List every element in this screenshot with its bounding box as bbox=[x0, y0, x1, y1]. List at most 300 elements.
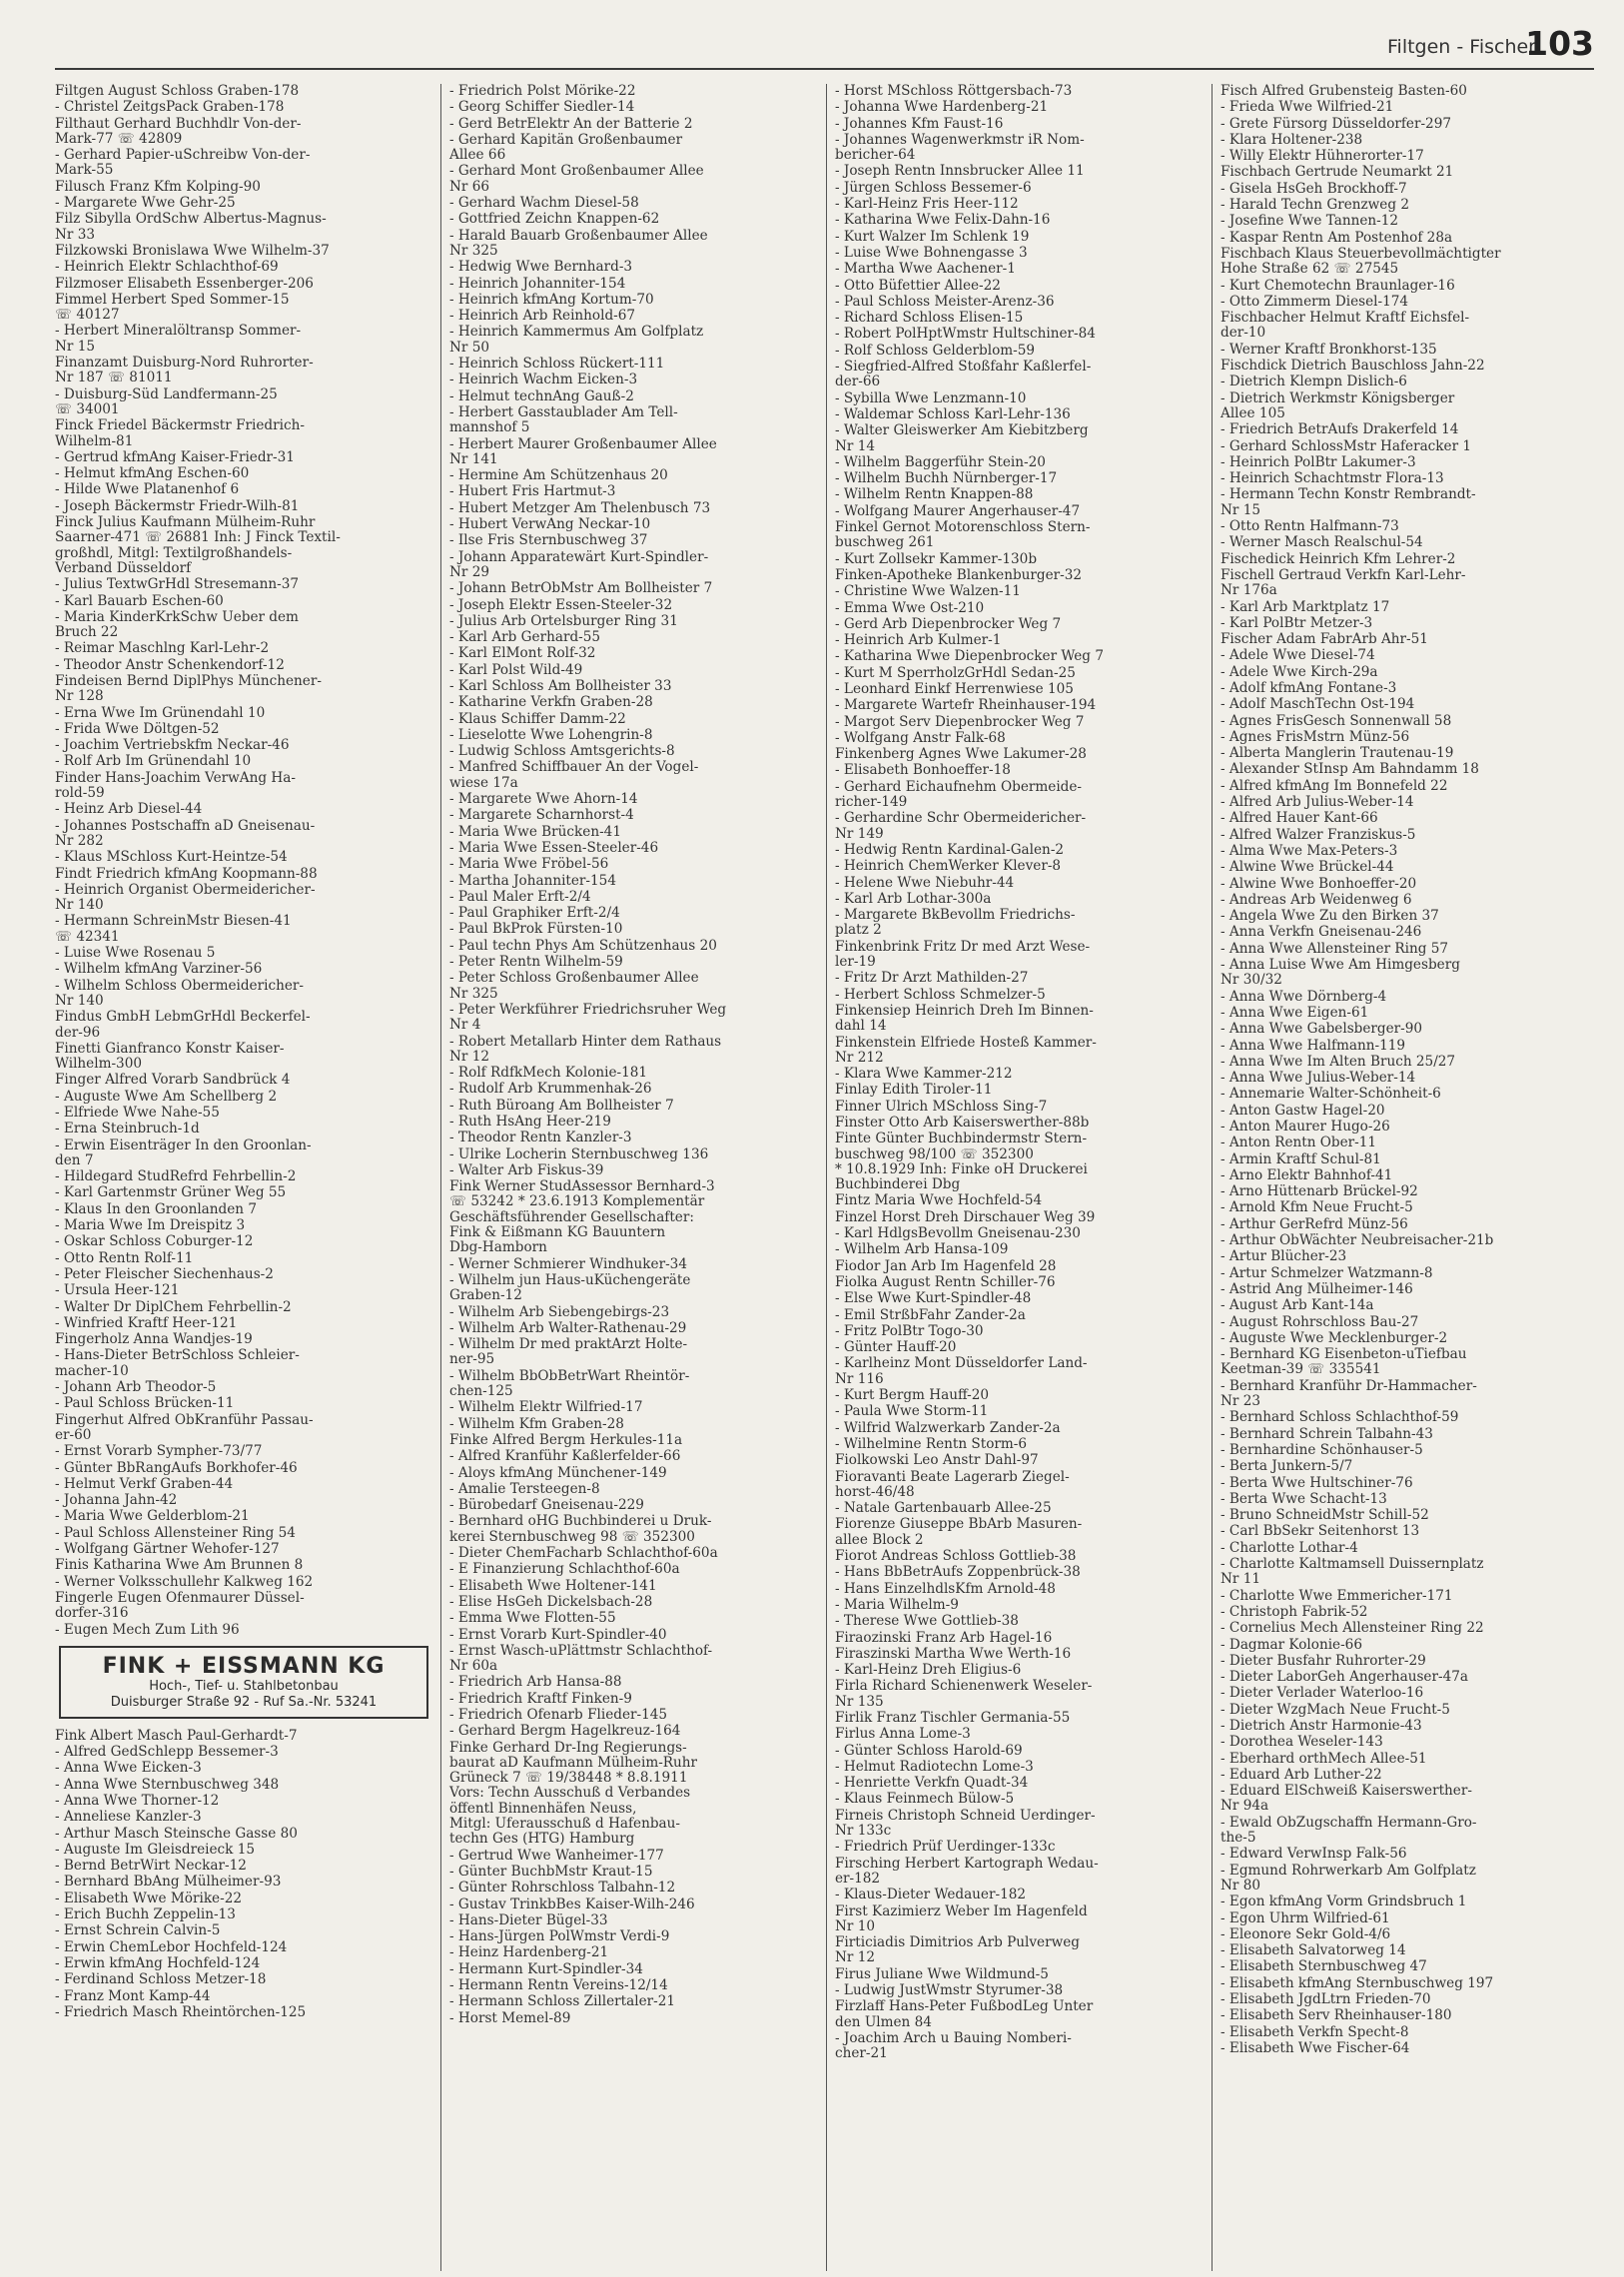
directory-entry: - Rolf RdfkMech Kolonie-181 bbox=[449, 1065, 648, 1082]
directory-entry: - Kurt M SperrholzGrHdl Sedan-25 bbox=[835, 664, 1076, 681]
directory-entry: - Walter Dr DiplChem Fehrbellin-2 bbox=[55, 1298, 292, 1315]
directory-entry: - Anna Wwe Gabelsberger-90 bbox=[1220, 1021, 1423, 1038]
directory-entry: - Klaus Feinmech Bülow-5 bbox=[835, 1791, 1015, 1808]
directory-entry: Finck Friedel Bäckermstr Friedrich- Wilhelm-81 bbox=[55, 417, 305, 449]
directory-entry: Fischbacher Helmut Kraftf Eichsfel- der-10 bbox=[1220, 310, 1470, 342]
directory-entry: - Auguste Wwe Am Schellberg 2 bbox=[55, 1088, 278, 1105]
directory-entry: - Elisabeth Serv Rheinhauser-180 bbox=[1220, 2007, 1452, 2024]
directory-entry: - Karl Bauarb Eschen-60 bbox=[55, 592, 224, 609]
directory-entry: - Wilhelm Arb Hansa-109 bbox=[835, 1241, 1009, 1258]
directory-entry: - Friedrich BetrAufs Drakerfeld 14 bbox=[1220, 421, 1459, 438]
directory-entry: - Richard Schloss Elisen-15 bbox=[835, 310, 1024, 327]
directory-entry: - Hermann Techn Konstr Rembrandt- Nr 15 bbox=[1220, 486, 1476, 518]
directory-entry: - Hans EinzelhdlsKfm Arnold-48 bbox=[835, 1580, 1056, 1597]
directory-entry: - Wilhelm Arb Siebengebirgs-23 bbox=[449, 1303, 670, 1320]
directory-entry: - Herbert Mineralöltransp Sommer- Nr 15 bbox=[55, 323, 302, 355]
directory-entry: - Kaspar Rentn Am Postenhof 28a bbox=[1220, 229, 1453, 246]
directory-entry: - Andreas Arb Weidenweg 6 bbox=[1220, 891, 1412, 908]
directory-entry: - Erwin kfmAng Hochfeld-124 bbox=[55, 1954, 261, 1971]
directory-entry: Finkenbrink Fritz Dr med Arzt Wese- ler-19 bbox=[835, 938, 1091, 971]
directory-entry: - Wilhelm Elektr Wilfried-17 bbox=[449, 1399, 643, 1416]
directory-entry: - Hedwig Rentn Kardinal-Galen-2 bbox=[835, 841, 1065, 858]
directory-entry: - Paul Schloss Allensteiner Ring 54 bbox=[55, 1524, 296, 1541]
directory-entry: - Ludwig Schloss Amtsgerichts-8 bbox=[449, 743, 675, 760]
directory-entry: - Friedrich Masch Rheintörchen-125 bbox=[55, 2003, 307, 2020]
directory-entry: Fingerle Eugen Ofenmaurer Düssel- dorfer-316 bbox=[55, 1589, 305, 1622]
directory-entry: - Rolf Schloss Gelderblom-59 bbox=[835, 342, 1036, 359]
directory-entry: - Anton Maurer Hugo-26 bbox=[1220, 1119, 1390, 1135]
directory-entry: - Hermine Am Schützenhaus 20 bbox=[449, 467, 668, 484]
directory-entry: - Luise Wwe Bohnengasse 3 bbox=[835, 244, 1028, 261]
ad-company-name: FINK + EISSMANN KG bbox=[102, 1653, 386, 1679]
column-2-entries bbox=[449, 84, 818, 2026]
directory-entry: - Grete Fürsorg Düsseldorfer-297 bbox=[1220, 115, 1452, 132]
column-1-entries bbox=[55, 84, 432, 1638]
directory-entry: Firzlaff Hans-Peter FußbodLeg Unter den Ulmen 84 bbox=[835, 1998, 1094, 2030]
directory-entry: - Elisabeth Wwe Fischer-64 bbox=[1220, 2039, 1410, 2056]
directory-entry: - Julius TextwGrHdl Stresemann-37 bbox=[55, 576, 300, 593]
directory-entry: Fintz Maria Wwe Hochfeld-54 bbox=[835, 1192, 1043, 1209]
directory-entry: Finster Otto Arb Kaiserswerther-88b bbox=[835, 1115, 1090, 1131]
directory-entry: - Adolf kfmAng Fontane-3 bbox=[1220, 679, 1397, 696]
directory-entry: Filthaut Gerhard Buchhdlr Von-der- Mark-77 ☏ 42809 bbox=[55, 115, 302, 147]
directory-entry: - Berta Junkern-5/7 bbox=[1220, 1458, 1353, 1475]
directory-entry: - Robert PolHptWmstr Hultschiner-84 bbox=[835, 326, 1096, 343]
directory-entry: - Kurt Zollsekr Kammer-130b bbox=[835, 550, 1038, 567]
directory-entry: - Alfred GedSchlepp Bessemer-3 bbox=[55, 1744, 279, 1761]
directory-entry: - Christoph Fabrik-52 bbox=[1220, 1603, 1368, 1620]
directory-entry: - Elisabeth Verkfn Specht-8 bbox=[1220, 2023, 1409, 2040]
directory-entry: - Adele Wwe Diesel-74 bbox=[1220, 647, 1375, 664]
directory-entry: - Eberhard orthMech Allee-51 bbox=[1220, 1750, 1427, 1767]
directory-entry: - Dieter ChemFacharb Schlachthof-60a bbox=[449, 1545, 718, 1562]
directory-entry: - Edward VerwInsp Falk-56 bbox=[1220, 1846, 1407, 1863]
directory-entry: - Karl HdlgsBevollm Gneisenau-230 bbox=[835, 1225, 1081, 1242]
directory-entry: - Helmut Verkf Graben-44 bbox=[55, 1475, 234, 1492]
directory-entry: - Charlotte Wwe Emmericher-171 bbox=[1220, 1587, 1453, 1604]
directory-entry: - August Arb Kant-14a bbox=[1220, 1297, 1374, 1314]
directory-entry: - Heinrich ChemWerker Klever-8 bbox=[835, 858, 1062, 875]
directory-entry: Fioravanti Beate Lagerarb Ziegel- horst-46/48 bbox=[835, 1468, 1070, 1500]
directory-entry: - Karl Gartenmstr Grüner Weg 55 bbox=[55, 1184, 287, 1201]
directory-entry: - Wilhelm Schloss Obermeidericher- Nr 140 bbox=[55, 977, 304, 1009]
directory-entry: - Gerhard Wachm Diesel-58 bbox=[449, 195, 639, 212]
directory-entry: - Johann BetrObMstr Am Bollheister 7 bbox=[449, 580, 713, 597]
directory-entry: - Klaus-Dieter Wedauer-182 bbox=[835, 1887, 1027, 1903]
directory-entry: - Alfred Kranführ Kaßlerfelder-66 bbox=[449, 1448, 681, 1465]
directory-entry: - Georg Schiffer Siedler-14 bbox=[449, 99, 635, 116]
directory-entry: - Gertrud Wwe Wanheimer-177 bbox=[449, 1847, 664, 1864]
directory-entry: - Ernst Schrein Calvin-5 bbox=[55, 1922, 221, 1939]
directory-entry: - Hubert VerwAng Neckar-10 bbox=[449, 516, 651, 533]
directory-entry: - Karl Arb Marktplatz 17 bbox=[1220, 598, 1390, 615]
directory-entry: - Cornelius Mech Allensteiner Ring 22 bbox=[1220, 1620, 1484, 1637]
directory-entry: - Gerhard Bergm Hagelkreuz-164 bbox=[449, 1723, 681, 1740]
directory-entry: - Bernhard Schrein Talbahn-43 bbox=[1220, 1425, 1433, 1442]
directory-entry: - Agnes FrisMstrn Münz-56 bbox=[1220, 728, 1410, 745]
directory-entry: - Maria Wwe Gelderblom-21 bbox=[55, 1508, 250, 1525]
directory-entry: - Paul BkProk Fürsten-10 bbox=[449, 921, 623, 938]
directory-entry: Finetti Gianfranco Konstr Kaiser- Wilhelm-300 bbox=[55, 1040, 285, 1073]
directory-entry: Fingerholz Anna Wandjes-19 bbox=[55, 1331, 253, 1348]
directory-entry: - Angela Wwe Zu den Birken 37 bbox=[1220, 908, 1439, 925]
directory-entry: Fiolkowski Leo Anstr Dahl-97 bbox=[835, 1452, 1039, 1469]
directory-entry: - Christel ZeitgsPack Graben-178 bbox=[55, 99, 285, 116]
directory-entry: - Peter Schloss Großenbaumer Allee Nr 325 bbox=[449, 970, 699, 1002]
directory-entry: Fischbach Gertrude Neumarkt 21 bbox=[1220, 164, 1454, 181]
directory-entry: - Margot Serv Diepenbrocker Weg 7 bbox=[835, 713, 1085, 730]
directory-entry: - Anna Verkfn Gneisenau-246 bbox=[1220, 924, 1422, 941]
directory-entry: - Karlheinz Mont Düsseldorfer Land- Nr 116 bbox=[835, 1355, 1088, 1387]
directory-entry: - Johann Apparatewärt Kurt-Spindler- Nr 29 bbox=[449, 548, 709, 580]
directory-entry: - Elisabeth JgdLtrn Frieden-70 bbox=[1220, 1991, 1431, 2008]
directory-entry: - Hilde Wwe Platanenhof 6 bbox=[55, 481, 240, 498]
directory-entry: - Heinz Arb Diesel-44 bbox=[55, 801, 203, 818]
directory-entry: - Joseph Rentn Innsbrucker Allee 11 bbox=[835, 163, 1085, 180]
directory-entry: - Hedwig Wwe Bernhard-3 bbox=[449, 259, 633, 276]
directory-entry: - Artur Blücher-23 bbox=[1220, 1248, 1347, 1265]
directory-entry: - Wilhelm Buchh Nürnberger-17 bbox=[835, 470, 1058, 487]
directory-entry: - Otto Zimmerm Diesel-174 bbox=[1220, 293, 1409, 310]
directory-entry: - Dieter WzgMach Neue Frucht-5 bbox=[1220, 1701, 1450, 1718]
directory-entry: Filzmoser Elisabeth Essenberger-206 bbox=[55, 275, 314, 292]
directory-entry: - Leonhard Einkf Herrenwiese 105 bbox=[835, 680, 1074, 697]
advertisement-box bbox=[59, 1646, 428, 1719]
directory-entry: - Katharina Wwe Diepenbrocker Weg 7 bbox=[835, 648, 1104, 665]
directory-entry: - August Rohrschloss Bau-27 bbox=[1220, 1313, 1419, 1330]
directory-entry: - Werner Schmierer Windhuker-34 bbox=[449, 1255, 687, 1272]
directory-entry: Fischedick Heinrich Kfm Lehrer-2 bbox=[1220, 550, 1456, 567]
directory-entry: - Paul Schloss Meister-Arenz-36 bbox=[835, 293, 1055, 310]
directory-entry: - Wilhelm Dr med praktArzt Holte- ner-95 bbox=[449, 1336, 688, 1368]
directory-entry: - Elisabeth Wwe Mörike-22 bbox=[55, 1890, 242, 1906]
directory-entry: - Luise Wwe Rosenau 5 bbox=[55, 945, 216, 962]
directory-entry: - Anna Wwe Thorner-12 bbox=[55, 1792, 220, 1809]
directory-entry: - Alma Wwe Max-Peters-3 bbox=[1220, 842, 1398, 859]
directory-entry: - Erwin Eisenträger In den Groonlan- den 7 bbox=[55, 1137, 312, 1168]
columns bbox=[55, 84, 1598, 2271]
directory-entry: - Kurt Bergm Hauff-20 bbox=[835, 1387, 990, 1404]
directory-entry: - Heinrich Organist Obermeidericher- Nr 140 bbox=[55, 881, 316, 914]
directory-entry: - Günter BbRangAufs Borkhofer-46 bbox=[55, 1459, 298, 1476]
directory-entry: - Emma Wwe Flotten-55 bbox=[449, 1610, 616, 1627]
directory-entry: Fisch Alfred Grubensteig Basten-60 bbox=[1220, 84, 1467, 99]
directory-entry: - Gertrud kfmAng Kaiser-Friedr-31 bbox=[55, 448, 295, 465]
directory-entry: - Hans-Jürgen PolWmstr Verdi-9 bbox=[449, 1928, 670, 1945]
directory-entry: - Paul Schloss Brücken-11 bbox=[55, 1395, 235, 1412]
directory-entry: - Joseph Elektr Essen-Steeler-32 bbox=[449, 596, 673, 613]
directory-entry: - Maria Wwe Brücken-41 bbox=[449, 823, 621, 840]
directory-entry: - Johann Arb Theodor-5 bbox=[55, 1379, 217, 1396]
directory-entry: - Heinrich Arb Reinhold-67 bbox=[449, 308, 636, 325]
directory-entry: - Dieter LaborGeh Angerhauser-47a bbox=[1220, 1669, 1468, 1686]
directory-entry: - Günter Schloss Harold-69 bbox=[835, 1742, 1023, 1759]
directory-entry: - Ferdinand Schloss Metzer-18 bbox=[55, 1971, 267, 1988]
directory-entry: - Bernhard Kranführ Dr-Hammacher- Nr 23 bbox=[1220, 1377, 1477, 1410]
directory-entry: - Margarete Wwe Gehr-25 bbox=[55, 195, 236, 212]
directory-entry: - Paula Wwe Storm-11 bbox=[835, 1403, 989, 1420]
directory-entry: - Joseph Bäckermstr Friedr-Wilh-81 bbox=[55, 497, 300, 514]
directory-entry: - Anna Wwe Eigen-61 bbox=[1220, 1004, 1369, 1021]
directory-entry: - Otto Rentn Rolf-11 bbox=[55, 1249, 194, 1266]
directory-entry: - Anna Wwe Im Alten Bruch 25/27 bbox=[1220, 1053, 1456, 1070]
directory-entry: - Ilse Fris Sternbuschweg 37 bbox=[449, 532, 648, 549]
directory-entry: - Gerhard Mont Großenbaumer Allee Nr 66 bbox=[449, 163, 704, 195]
directory-entry: - Paul Maler Erft-2/4 bbox=[449, 888, 591, 905]
directory-entry: - Theodor Rentn Kanzler-3 bbox=[449, 1130, 632, 1146]
directory-entry: - Anna Wwe Eicken-3 bbox=[55, 1760, 202, 1777]
directory-entry: - Ernst Vorarb Kurt-Spindler-40 bbox=[449, 1626, 667, 1643]
directory-entry: - Johannes Postschaffn aD Gneisenau- Nr 282 bbox=[55, 817, 316, 849]
directory-entry: - Karl Arb Gerhard-55 bbox=[449, 629, 601, 646]
directory-entry: - Maria Wwe Essen-Steeler-46 bbox=[449, 839, 659, 856]
directory-entry: - Gottfried Zeichn Knappen-62 bbox=[449, 211, 660, 228]
directory-entry: Finke Alfred Bergm Herkules-11a bbox=[449, 1431, 683, 1448]
directory-entry: - Elfriede Wwe Nahe-55 bbox=[55, 1105, 220, 1121]
directory-entry: - Duisburg-Süd Landfermann-25 ☏ 34001 bbox=[55, 385, 278, 417]
directory-entry: - Willy Elektr Hühnerorter-17 bbox=[1220, 148, 1424, 165]
directory-entry: - Oskar Schloss Coburger-12 bbox=[55, 1233, 254, 1250]
directory-entry: - Peter Werkführer Friedrichsruher Weg Nr 4 bbox=[449, 1001, 727, 1034]
directory-entry: Fischer Adam FabrArb Ahr-51 bbox=[1220, 631, 1428, 648]
directory-entry: - Winfried Kraftf Heer-121 bbox=[55, 1314, 238, 1331]
directory-entry: Finkensiep Heinrich Dreh Im Binnen- dahl 14 bbox=[835, 1002, 1094, 1035]
directory-entry: Fiorot Andreas Schloss Gottlieb-38 bbox=[835, 1548, 1077, 1565]
directory-entry: - Friedrich Prüf Uerdinger-133c bbox=[835, 1839, 1056, 1856]
directory-entry: Firsching Herbert Kartograph Wedau- er-182 bbox=[835, 1855, 1099, 1887]
directory-entry: - Wilhelm Kfm Graben-28 bbox=[449, 1415, 624, 1432]
directory-entry: - Gerhard Eichaufnehm Obermeide- richer-149 bbox=[835, 778, 1083, 811]
directory-entry: - Harald Bauarb Großenbaumer Allee Nr 325 bbox=[449, 227, 708, 259]
directory-entry: - Horst MSchloss Röttgersbach-73 bbox=[835, 84, 1073, 99]
directory-entry: - Joachim Vertriebskfm Neckar-46 bbox=[55, 737, 290, 754]
directory-entry: - Siegfried-Alfred Stoßfahr Kaßlerfel- der-66 bbox=[835, 359, 1092, 390]
directory-entry: - Hildegard StudRefrd Fehrbellin-2 bbox=[55, 1168, 297, 1185]
directory-entry: - Johannes Wagenwerkmstr iR Nom- bericher-64 bbox=[835, 131, 1085, 164]
directory-entry: - Lieselotte Wwe Lohengrin-8 bbox=[449, 726, 653, 743]
directory-entry: - Arthur GerRefrd Münz-56 bbox=[1220, 1215, 1408, 1232]
directory-entry: - Adele Wwe Kirch-29a bbox=[1220, 663, 1378, 680]
directory-entry: - Heinrich kfmAng Kortum-70 bbox=[449, 291, 654, 308]
directory-entry: - Bernhard oHG Buchbinderei u Druk- kerei Sternbuschweg 98 ☏ 352300 bbox=[449, 1513, 712, 1545]
directory-entry: - Charlotte Kaltmamsell Duissernplatz Nr 11 bbox=[1220, 1556, 1484, 1588]
directory-entry: Firla Richard Schienenwerk Weseler- Nr 135 bbox=[835, 1678, 1093, 1710]
directory-entry: - Arnold Kfm Neue Frucht-5 bbox=[1220, 1199, 1413, 1216]
directory-entry: Filusch Franz Kfm Kolping-90 bbox=[55, 178, 261, 195]
directory-entry: - Anton Rentn Ober-11 bbox=[1220, 1135, 1377, 1151]
directory-entry: - Fritz PolBtr Togo-30 bbox=[835, 1322, 984, 1339]
directory-entry: - Kurt Walzer Im Schlenk 19 bbox=[835, 228, 1030, 245]
directory-entry: - Herbert Schloss Schmelzer-5 bbox=[835, 986, 1046, 1003]
directory-entry: Firlik Franz Tischler Germania-55 bbox=[835, 1709, 1071, 1726]
directory-entry: - Amalie Tersteegen-8 bbox=[449, 1480, 600, 1497]
directory-entry: - Henriette Verkfn Quadt-34 bbox=[835, 1775, 1029, 1792]
directory-entry: - Werner Masch Realschul-54 bbox=[1220, 534, 1423, 551]
directory-entry: - Hermann Kurt-Spindler-34 bbox=[449, 1960, 643, 1977]
directory-entry: - Martha Johanniter-154 bbox=[449, 872, 616, 889]
directory-entry: - Ursula Heer-121 bbox=[55, 1282, 180, 1299]
directory-entry: - Maria Wwe Im Dreispitz 3 bbox=[55, 1217, 246, 1234]
directory-entry: - Arthur ObWächter Neubreisacher-21b bbox=[1220, 1232, 1494, 1249]
directory-entry: Fink Werner StudAssessor Bernhard-3 ☏ 53242 * 23.6.1913 Komplementär Geschäftsführender Gesellschafter: Fink & Eißmann KG Bauuntern Dbg-Hamborn bbox=[449, 1178, 715, 1256]
directory-entry: - Heinrich Schloss Rückert-111 bbox=[449, 356, 665, 373]
directory-entry: - Heinrich Johanniter-154 bbox=[449, 275, 626, 292]
directory-entry: - Manfred Schiffbauer An der Vogel- wiese 17a bbox=[449, 759, 699, 791]
directory-entry: - Heinrich Kammermus Am Golfplatz Nr 50 bbox=[449, 324, 704, 356]
directory-entry: - Gerd BetrElektr An der Batterie 2 bbox=[449, 115, 693, 132]
directory-entry: - Walter Gleiswerker Am Kiebitzberg Nr 14 bbox=[835, 422, 1089, 454]
directory-entry: - Eduard Arb Luther-22 bbox=[1220, 1766, 1382, 1783]
directory-entry: - Otto Büfettier Allee-22 bbox=[835, 277, 1001, 294]
directory-entry: - Frieda Wwe Wilfried-21 bbox=[1220, 99, 1394, 116]
directory-entry: - Berta Wwe Hultschiner-76 bbox=[1220, 1474, 1413, 1491]
directory-entry: - Theodor Anstr Schenkendorf-12 bbox=[55, 656, 285, 673]
directory-entry: - Friedrich Kraftf Finken-9 bbox=[449, 1690, 632, 1707]
directory-entry: - E Finanzierung Schlachthof-60a bbox=[449, 1561, 680, 1578]
directory-entry: - Frida Wwe Döltgen-52 bbox=[55, 720, 220, 737]
directory-entry: - Elisabeth Bonhoeffer-18 bbox=[835, 762, 1011, 779]
directory-entry: - Gerd Arb Diepenbrocker Weg 7 bbox=[835, 615, 1062, 632]
directory-entry: - Wolfgang Maurer Angerhauser-47 bbox=[835, 502, 1081, 519]
directory-entry: - Margarete Wartefr Rheinhauser-194 bbox=[835, 697, 1097, 714]
directory-entry: - Julius Arb Ortelsburger Ring 31 bbox=[449, 612, 678, 629]
directory-entry: - Martha Wwe Aachener-1 bbox=[835, 261, 1016, 278]
directory-entry: - Arno Hüttenarb Brückel-92 bbox=[1220, 1183, 1418, 1200]
directory-entry: - Alfred Walzer Franziskus-5 bbox=[1220, 826, 1416, 843]
directory-entry: Finkenberg Agnes Wwe Lakumer-28 bbox=[835, 746, 1087, 763]
directory-entry: - Dietrich Anstr Harmonie-43 bbox=[1220, 1717, 1422, 1734]
directory-entry: Finkenstein Elfriede Hosteß Kammer- Nr 212 bbox=[835, 1034, 1097, 1066]
directory-entry: - Eleonore Sekr Gold-4/6 bbox=[1220, 1925, 1391, 1942]
directory-entry: - Elisabeth Salvatorweg 14 bbox=[1220, 1942, 1406, 1959]
directory-entry: Firaszinski Martha Wwe Werth-16 bbox=[835, 1645, 1072, 1662]
directory-entry: - Auguste Im Gleisdreieck 15 bbox=[55, 1841, 256, 1858]
directory-entry: - Emil StrßbFahr Zander-2a bbox=[835, 1306, 1026, 1323]
directory-entry: - Helene Wwe Niebuhr-44 bbox=[835, 874, 1015, 891]
directory-entry: Fischbach Klaus Steuerbevollmächtigter Hohe Straße 62 ☏ 27545 bbox=[1220, 245, 1501, 278]
directory-entry: - Peter Fleischer Siechenhaus-2 bbox=[55, 1265, 274, 1282]
directory-entry: - Karl Polst Wild-49 bbox=[449, 661, 583, 678]
directory-entry: - Carl BbSekr Seitenhorst 13 bbox=[1220, 1523, 1420, 1540]
directory-entry: - Fritz Dr Arzt Mathilden-27 bbox=[835, 970, 1029, 987]
directory-entry: - Gisela HsGeh Brockhoff-7 bbox=[1220, 180, 1407, 197]
directory-entry: - Adolf MaschTechn Ost-194 bbox=[1220, 696, 1415, 713]
directory-entry: - Wilhelm Baggerführ Stein-20 bbox=[835, 453, 1046, 470]
directory-entry: - Ruth Büroang Am Bollheister 7 bbox=[449, 1097, 674, 1114]
directory-entry: Finanzamt Duisburg-Nord Ruhrorter- Nr 187 ☏ 81011 bbox=[55, 355, 314, 386]
directory-entry: - Klaus In den Groonlanden 7 bbox=[55, 1200, 258, 1217]
page-number: 103 bbox=[1525, 24, 1594, 63]
directory-entry: - Ludwig JustWmstr Styrumer-38 bbox=[835, 1982, 1064, 1999]
column-3-entries bbox=[835, 84, 1204, 2062]
directory-entry: - Rolf Arb Im Grünendahl 10 bbox=[55, 753, 252, 770]
directory-entry: - Elisabeth Sternbuschweg 47 bbox=[1220, 1958, 1427, 1975]
directory-entry: Finke Gerhard Dr-Ing Regierungs- baurat aD Kaufmann Mülheim-Ruhr Grüneck 7 ☏ 19/38448 * 8.8.1911 Vors: Techn Ausschuß d Verbandes öffentl Binnenhäfen Neuss, Mitgl: Uferausschuß d Hafenbau- techn Ges (HTG) Hamburg bbox=[449, 1739, 698, 1848]
directory-entry: Finner Ulrich MSchloss Sing-7 bbox=[835, 1098, 1048, 1115]
directory-entry: - Bruno SchneidMstr Schill-52 bbox=[1220, 1507, 1429, 1524]
directory-entry: - Auguste Wwe Mecklenburger-2 bbox=[1220, 1329, 1448, 1346]
directory-entry: - Wilfrid Walzwerkarb Zander-2a bbox=[835, 1419, 1061, 1436]
directory-entry: - Maria Wwe Fröbel-56 bbox=[449, 856, 609, 873]
directory-entry: - Hermann Schloss Zillertaler-21 bbox=[449, 1993, 676, 2010]
directory-entry: - Harald Techn Grenzweg 2 bbox=[1220, 197, 1410, 214]
directory-entry: - Maria Wilhelm-9 bbox=[835, 1596, 959, 1613]
directory-entry: - Anneliese Kanzler-3 bbox=[55, 1809, 202, 1826]
directory-entry: - Sybilla Wwe Lenzmann-10 bbox=[835, 389, 1027, 406]
directory-entry: Filzkowski Bronislawa Wwe Wilhelm-37 bbox=[55, 242, 330, 259]
directory-entry: Firlus Anna Lome-3 bbox=[835, 1726, 971, 1743]
directory-entry: - Anna Wwe Dörnberg-4 bbox=[1220, 988, 1387, 1005]
directory-entry: - Alfred Hauer Kant-66 bbox=[1220, 810, 1378, 827]
directory-entry: - Bernhard BbAng Mülheimer-93 bbox=[55, 1874, 282, 1891]
directory-entry: - Josefine Wwe Tannen-12 bbox=[1220, 213, 1399, 230]
directory-entry: - Karl PolBtr Metzer-3 bbox=[1220, 614, 1373, 631]
directory-entry: - Margarete Scharnhorst-4 bbox=[449, 807, 634, 824]
directory-entry: - Wilhelmine Rentn Storm-6 bbox=[835, 1435, 1028, 1452]
directory-entry: Finkel Gernot Motorenschloss Stern- buschweg 261 bbox=[835, 519, 1091, 551]
directory-entry: - Franz Mont Kamp-44 bbox=[55, 1987, 211, 2004]
directory-entry: - Hubert Metzger Am Thelenbusch 73 bbox=[449, 499, 711, 516]
directory-entry: - Agnes FrisGesch Sonnenwall 58 bbox=[1220, 712, 1452, 729]
directory-entry: - Alwine Wwe Brückel-44 bbox=[1220, 859, 1394, 876]
directory-entry: Fischdick Dietrich Bauschloss Jahn-22 bbox=[1220, 358, 1485, 375]
directory-entry: - Egon Uhrm Wilfried-61 bbox=[1220, 1909, 1390, 1926]
directory-entry: - Dietrich Klempn Dislich-6 bbox=[1220, 374, 1407, 390]
directory-entry: - Eugen Mech Zum Lith 96 bbox=[55, 1621, 240, 1638]
directory-entry: Finken-Apotheke Blankenburger-32 bbox=[835, 566, 1083, 583]
directory-entry: - Karl ElMont Rolf-32 bbox=[449, 645, 596, 662]
directory-entry: - Gerhard Kapitän Großenbaumer Allee 66 bbox=[449, 131, 683, 164]
directory-entry: - Gerhardine Schr Obermeidericher- Nr 149 bbox=[835, 810, 1087, 842]
directory-entry: - Alfred kfmAng Im Bonnefeld 22 bbox=[1220, 777, 1448, 794]
directory-entry: - Erna Steinbruch-1d bbox=[55, 1121, 200, 1138]
directory-entry: - Reimar Maschlng Karl-Lehr-2 bbox=[55, 640, 270, 657]
column-3 bbox=[826, 84, 1212, 2271]
directory-entry: - Anna Wwe Julius-Weber-14 bbox=[1220, 1070, 1416, 1087]
directory-entry: - Karl-Heinz Fris Heer-112 bbox=[835, 196, 1019, 213]
directory-entry: - Karl-Heinz Dreh Eligius-6 bbox=[835, 1662, 1022, 1679]
directory-entry: - Elisabeth Wwe Holtener-141 bbox=[449, 1577, 657, 1594]
directory-entry: - Gustav TrinkbBes Kaiser-Wilh-246 bbox=[449, 1896, 695, 1912]
directory-entry: - Artur Schmelzer Watzmann-8 bbox=[1220, 1264, 1433, 1281]
directory-entry: - Katharine Verkfn Graben-28 bbox=[449, 694, 653, 711]
directory-entry: - Maria KinderKrkSchw Ueber dem Bruch 22 bbox=[55, 608, 299, 641]
directory-entry: - Klaus MSchloss Kurt-Heintze-54 bbox=[55, 849, 288, 866]
directory-entry: - Alberta Manglerin Trautenau-19 bbox=[1220, 745, 1454, 762]
directory-entry: - Karl Arb Lothar-300a bbox=[835, 890, 992, 907]
directory-entry: - Else Wwe Kurt-Spindler-48 bbox=[835, 1290, 1032, 1307]
directory-entry: - Hermann SchreinMstr Biesen-41 ☏ 42341 bbox=[55, 913, 292, 945]
directory-entry: Finger Alfred Vorarb Sandbrück 4 bbox=[55, 1072, 291, 1089]
directory-entry: - Ernst Wasch-uPlättmstr Schlachthof- Nr 60a bbox=[449, 1642, 713, 1675]
directory-entry: - Waldemar Schloss Karl-Lehr-136 bbox=[835, 405, 1071, 422]
directory-entry: - Heinrich PolBtr Lakumer-3 bbox=[1220, 453, 1416, 470]
running-head: Filtgen - Fischer bbox=[1387, 36, 1536, 58]
directory-entry: - Klara Wwe Kammer-212 bbox=[835, 1066, 1013, 1083]
directory-entry: - Armin Kraftf Schul-81 bbox=[1220, 1150, 1381, 1167]
ad-business-line: Hoch-, Tief- u. Stahlbetonbau bbox=[149, 1678, 339, 1694]
directory-entry: - Bernhard KG Eisenbeton-uTiefbau Keetman-39 ☏ 335541 bbox=[1220, 1346, 1467, 1378]
directory-entry: - Anna Wwe Allensteiner Ring 57 bbox=[1220, 940, 1449, 957]
directory-entry: - Robert Metallarb Hinter dem Rathaus Nr 12 bbox=[449, 1033, 722, 1065]
directory-entry: - Berta Wwe Schacht-13 bbox=[1220, 1490, 1387, 1507]
directory-entry: Findeisen Bernd DiplPhys Münchener- Nr 128 bbox=[55, 672, 322, 705]
directory-entry: - Wilhelm BbObBetrWart Rheintör- chen-125 bbox=[449, 1367, 690, 1400]
directory-entry: - Alexander StInsp Am Bahndamm 18 bbox=[1220, 761, 1479, 778]
directory-entry: - Ernst Vorarb Sympher-73/77 bbox=[55, 1443, 263, 1460]
directory-entry: First Kazimierz Weber Im Hagenfeld Nr 10 bbox=[835, 1902, 1088, 1934]
directory-entry: Finlay Edith Tiroler-11 bbox=[835, 1082, 993, 1099]
